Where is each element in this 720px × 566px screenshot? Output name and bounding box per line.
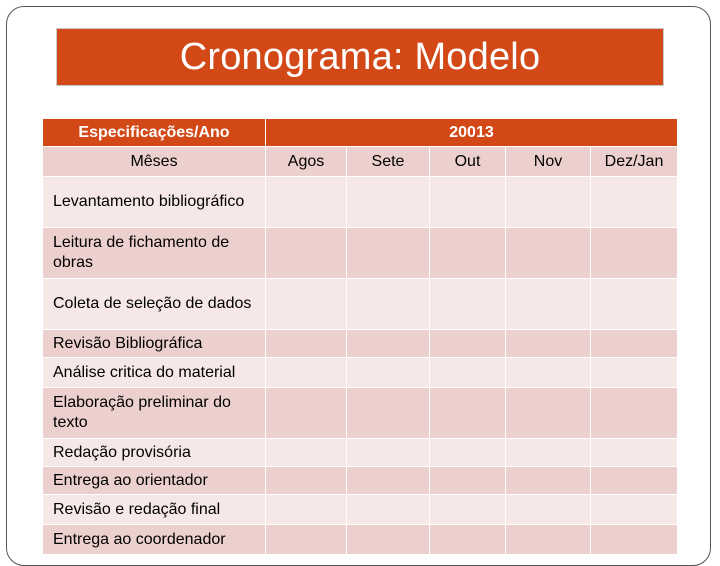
month-cell: Out [430,147,506,177]
activity-row [43,358,678,388]
table-header-row [43,119,678,147]
month-cell: Agos [266,147,347,177]
schedule-cell [506,439,591,467]
schedule-cell [591,358,678,388]
activity-label: Coleta de seleção de dados [43,279,266,330]
slide-title [56,28,664,86]
schedule-table [42,118,678,555]
schedule-cell [430,439,506,467]
schedule-cell [506,388,591,439]
schedule-cell [347,467,430,495]
schedule-cell [506,330,591,358]
schedule-cell [591,439,678,467]
activity-row [43,495,678,525]
schedule-cell [591,467,678,495]
title-text: Cronograma: Modelo [179,35,541,78]
schedule-cell [347,388,430,439]
activity-label: Redação provisória [43,439,266,467]
activity-label: Leitura de fichamento de obras [43,228,266,279]
schedule-cell [591,177,678,228]
schedule-cell [506,279,591,330]
schedule-cell [266,330,347,358]
activity-row [43,388,678,439]
schedule-cell [591,495,678,525]
schedule-cell [430,467,506,495]
month-cell: Dez/Jan [591,147,678,177]
schedule-cell [506,495,591,525]
schedule-cell [430,358,506,388]
activity-label: Entrega ao coordenador [43,525,266,555]
header-year: 20013 [266,119,678,147]
activity-label: Entrega ao orientador [43,467,266,495]
schedule-cell [430,228,506,279]
activity-row [43,228,678,279]
schedule-cell [591,228,678,279]
schedule-cell [506,467,591,495]
activity-label: Revisão Bibliográfica [43,330,266,358]
month-cell: Sete [347,147,430,177]
activity-label: Revisão e redação final [43,495,266,525]
months-label: Mêses [43,147,266,177]
activity-row [43,330,678,358]
schedule-cell [591,279,678,330]
schedule-cell [266,467,347,495]
schedule-cell [591,388,678,439]
schedule-cell [506,177,591,228]
month-cell: Nov [506,147,591,177]
schedule-cell [266,177,347,228]
schedule-cell [266,439,347,467]
schedule-cell [347,228,430,279]
schedule-cell [347,495,430,525]
months-row [43,147,678,177]
schedule-cell [266,279,347,330]
schedule-cell [266,495,347,525]
schedule-cell [506,358,591,388]
activity-label: Levantamento bibliográfico [43,177,266,228]
schedule-cell [347,439,430,467]
schedule-cell [430,388,506,439]
schedule-cell [266,388,347,439]
schedule-cell [347,177,430,228]
schedule-cell [347,330,430,358]
activity-row [43,439,678,467]
activity-row [43,177,678,228]
activity-row [43,467,678,495]
schedule-cell [506,228,591,279]
activity-row [43,279,678,330]
schedule-cell [430,330,506,358]
schedule-cell [430,495,506,525]
activity-label: Análise critica do material [43,358,266,388]
schedule-cell [266,358,347,388]
schedule-cell [430,279,506,330]
schedule-cell [347,358,430,388]
schedule-cell [266,228,347,279]
schedule-cell [430,177,506,228]
header-specifications: Especificações/Ano [43,119,266,147]
schedule-cell [347,279,430,330]
activity-label: Elaboração preliminar do texto [43,388,266,439]
schedule-cell [591,330,678,358]
